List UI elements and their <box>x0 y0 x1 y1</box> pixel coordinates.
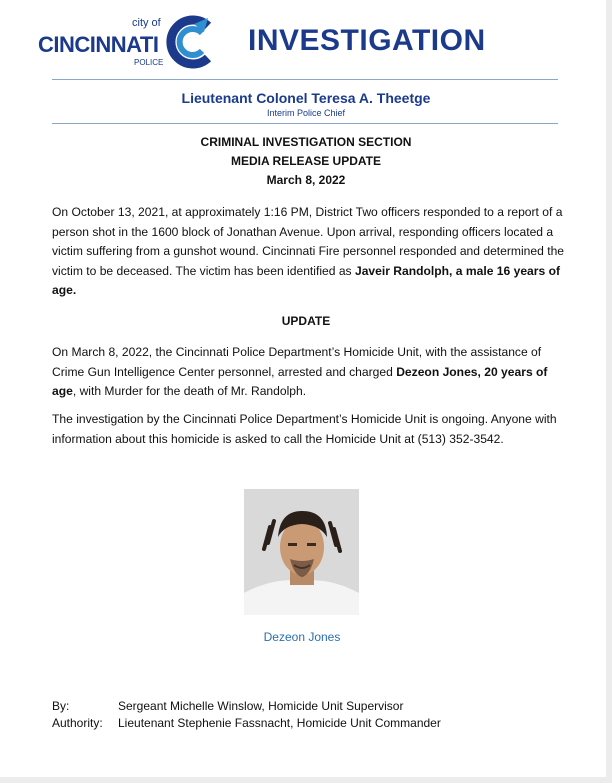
update-heading: UPDATE <box>281 314 331 328</box>
header-divider-top <box>52 79 558 80</box>
document-title: INVESTIGATION <box>248 24 486 57</box>
chief-title: Interim Police Chief <box>266 108 346 118</box>
victim-identity: Javeir Randolph, a male 16 years of age. <box>52 263 560 298</box>
authority-label: Authority: <box>52 716 103 730</box>
update-paragraph <box>52 343 572 402</box>
signature-authority <box>52 716 441 730</box>
cincinnati-police-logo <box>38 12 228 74</box>
by-value: Sergeant Michelle Winslow, Homicide Unit Supervisor <box>118 699 404 713</box>
update-text-b: , with Murder for the death of Mr. Randolph. <box>72 384 307 399</box>
section-name: CRIMINAL INVESTIGATION SECTION <box>200 135 412 149</box>
release-type: MEDIA RELEASE UPDATE <box>230 154 381 168</box>
incident-text: On October 13, 2021, at approximately 1:16 PM, District Two officers responded to a report of a person shot in the 1600 block of Jonathan Avenue. Upon arrival, responding officers located a victim suffering from a gunshot wound. Cincinnati Fire personnel responded and determined the victim to be deceased. The victim has been identified as <box>52 205 565 278</box>
chief-name: Lieutenant Colonel Teresa A. Theetge <box>181 90 431 106</box>
logo-police: POLICE <box>134 58 164 67</box>
by-label: By: <box>52 699 70 713</box>
suspect-identity: Dezeon Jones, 20 years of age <box>52 364 548 399</box>
page-frame-bottom <box>0 777 612 783</box>
suspect-photo <box>244 489 359 615</box>
logo-c-mark-icon <box>164 14 214 70</box>
signature-by <box>52 699 403 713</box>
update-text-a: On March 8, 2022, the Cincinnati Police Department’s Homicide Unit, with the assistance of Crime Gun Intelligence Center personnel, arrested and charged <box>52 345 542 379</box>
photo-caption: Dezeon Jones <box>263 630 341 644</box>
incident-paragraph <box>52 203 572 301</box>
contact-paragraph: The investigation by the Cincinnati Police Department’s Homicide Unit is ongoing. Anyone with information about this homicide is asked to call the Homicide Unit at (513) 352-3542. <box>52 412 557 446</box>
logo-city-of: city of <box>132 17 161 29</box>
logo-city-name: CINCINNATI <box>38 32 159 57</box>
authority-value: Lieutenant Stephenie Fassnacht, Homicide Unit Commander <box>118 716 441 730</box>
release-date: March 8, 2022 <box>266 173 346 187</box>
header-divider-bottom <box>52 123 558 124</box>
